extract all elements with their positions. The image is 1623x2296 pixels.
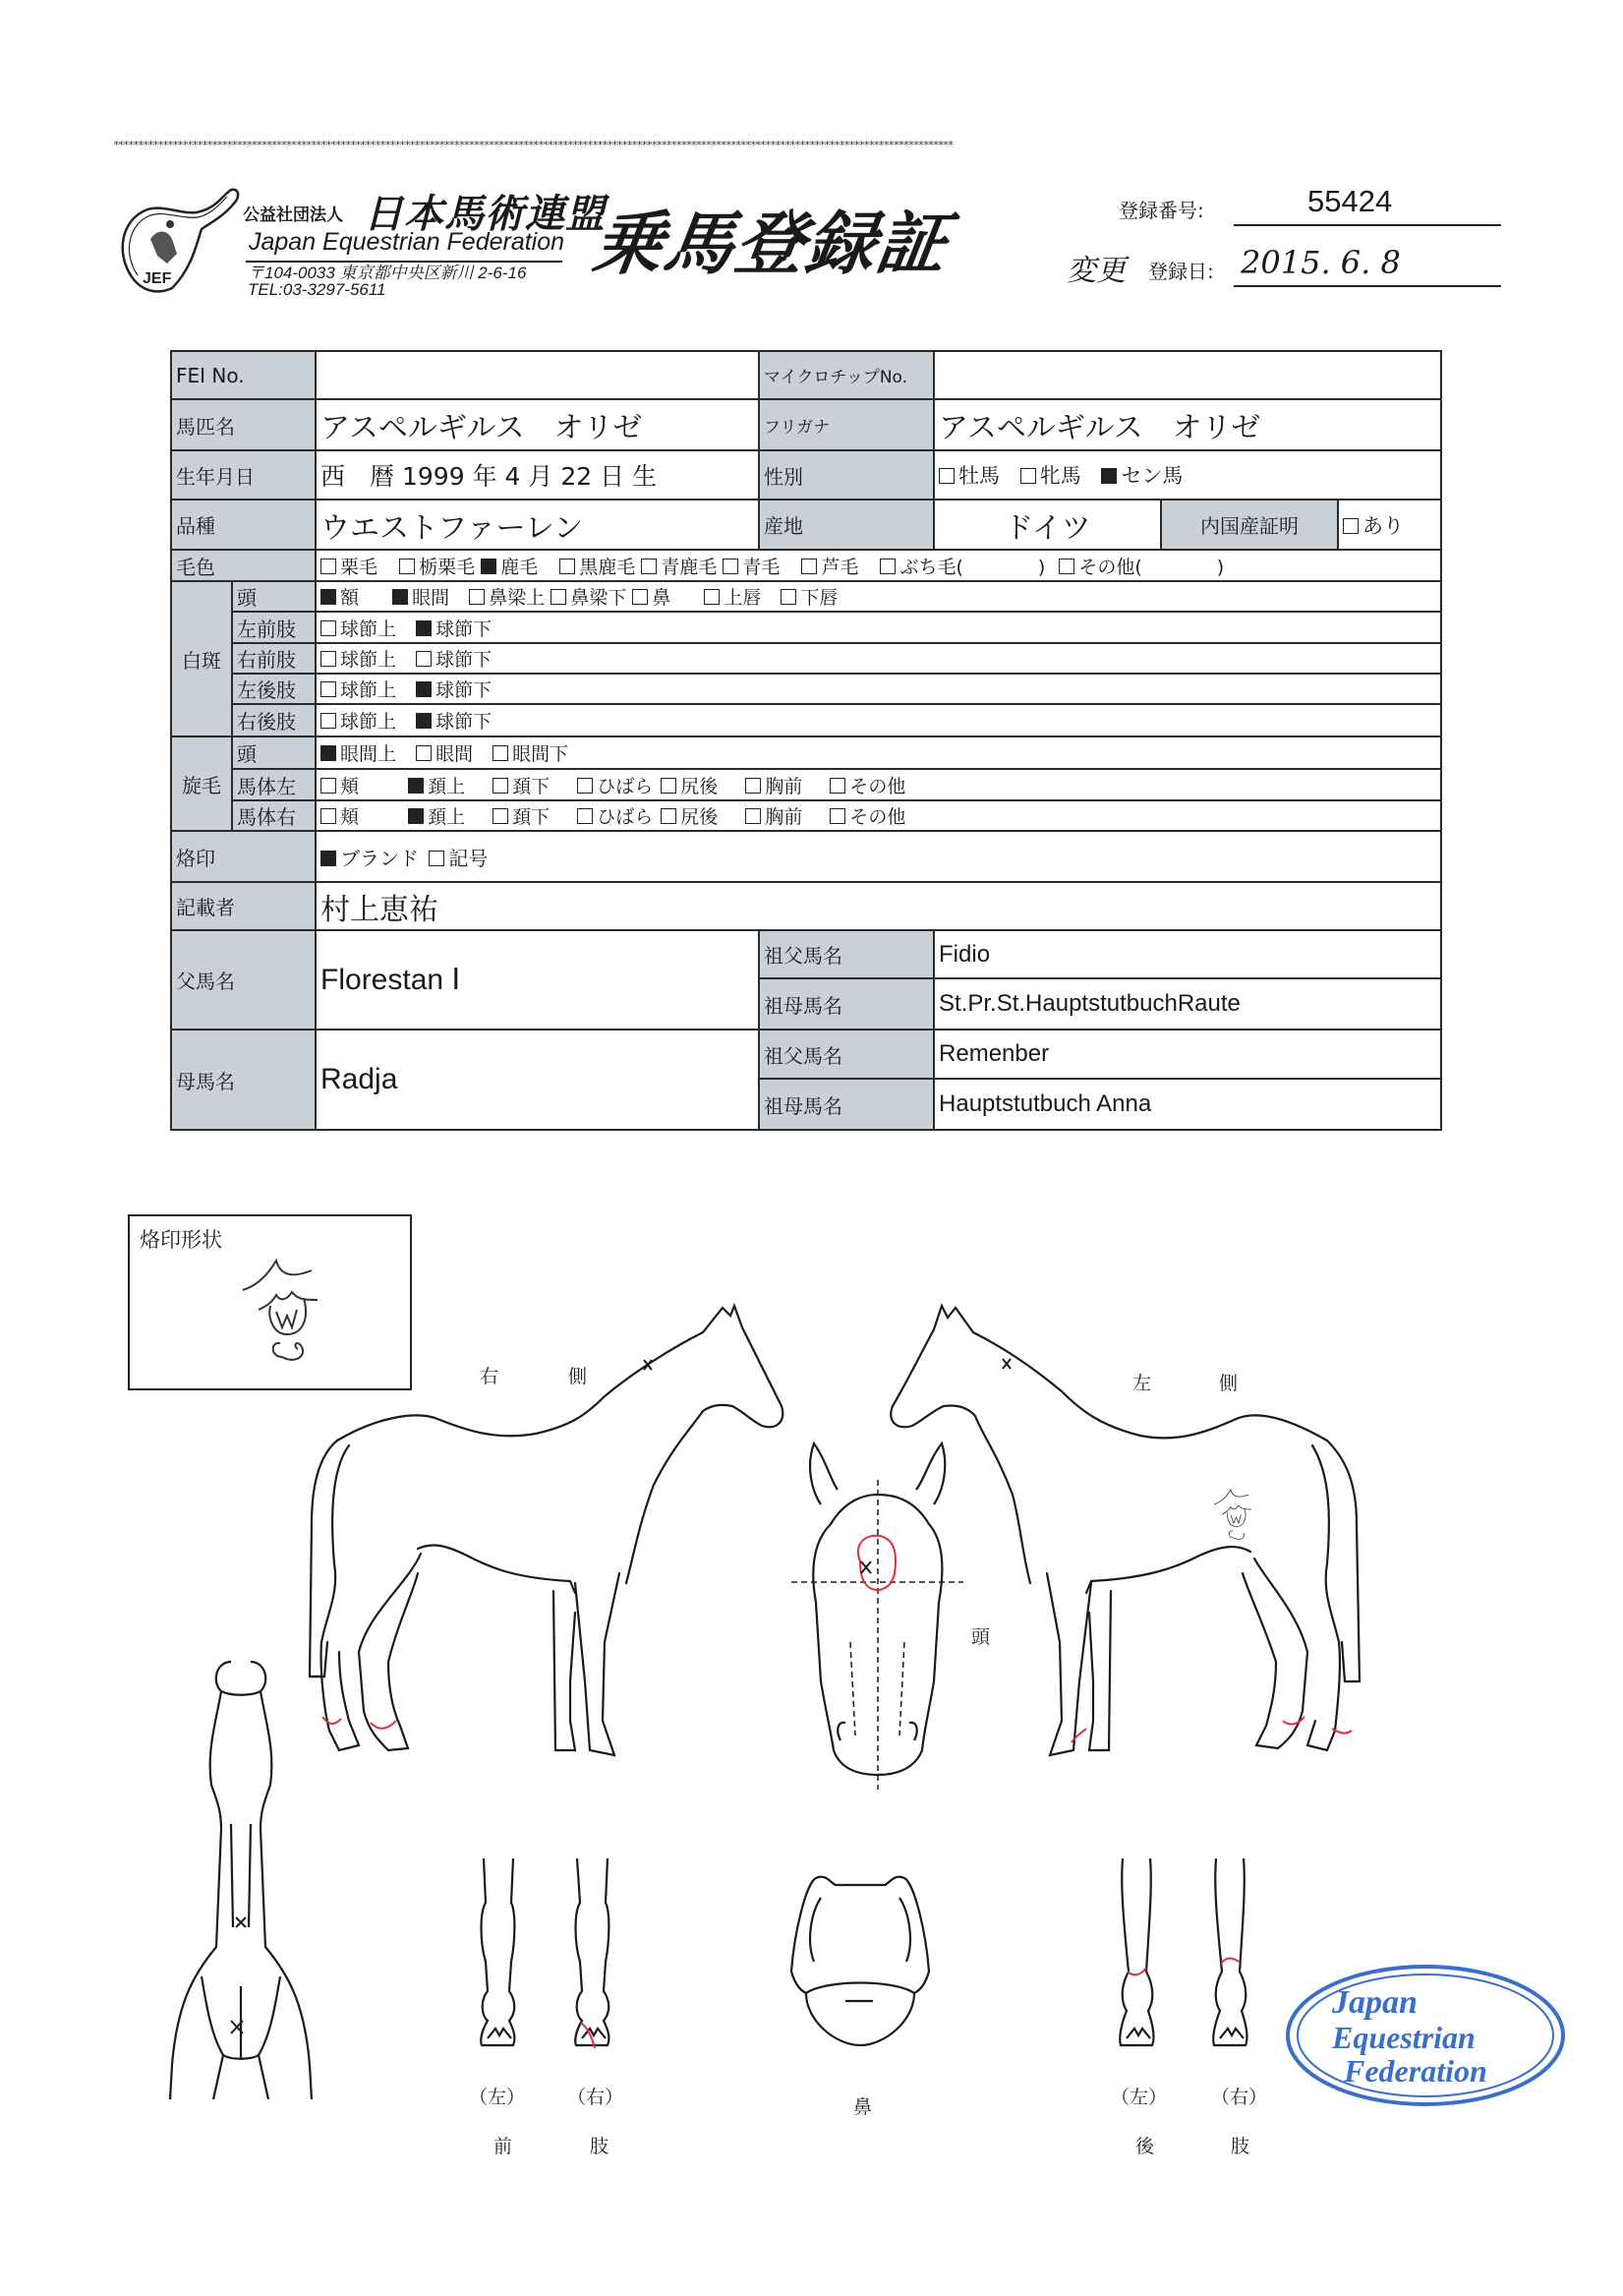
coat-option[interactable]: 青毛	[723, 553, 780, 579]
forelimb-diagram-icon	[472, 1854, 629, 2050]
row-breed-origin	[171, 500, 1441, 550]
whorl-option[interactable]: 頬	[320, 772, 359, 798]
checkbox[interactable]	[745, 778, 761, 794]
checkbox[interactable]	[320, 713, 336, 729]
marking-option[interactable]: 球節下	[416, 676, 492, 702]
checkbox-checked[interactable]	[408, 778, 424, 794]
birth-month: 4	[504, 462, 521, 491]
whorl-option[interactable]: 頚上	[408, 802, 465, 829]
marking-option[interactable]: 上唇	[704, 583, 761, 610]
whorls-label: 旋毛	[171, 736, 232, 831]
fei-label: FEI No.	[171, 351, 316, 399]
dam-grandsire-value: Remenber	[934, 1030, 1441, 1079]
checkbox[interactable]	[704, 589, 720, 605]
whorl-option[interactable]: 尻後	[661, 802, 718, 829]
checkbox[interactable]	[1059, 559, 1074, 574]
coat-option[interactable]: 栗毛	[320, 553, 377, 579]
checkbox-checked[interactable]	[416, 681, 432, 697]
white-marking-sublabel: 右前肢	[232, 643, 316, 674]
row-coat-color	[171, 550, 1441, 581]
whorl-option[interactable]: ひばら	[577, 772, 653, 798]
jef-logo-icon	[113, 185, 241, 298]
marking-option[interactable]: 鼻	[632, 583, 670, 610]
org-tel: TEL:03-3297-5611	[248, 280, 386, 299]
marking-option[interactable]: 球節下	[416, 615, 492, 641]
row-horse-name	[171, 399, 1441, 450]
whorl-sublabel: 馬体右	[232, 800, 316, 831]
microchip-label: マイクロチップNo.	[759, 351, 934, 399]
registration-date-label: 登録日:	[1148, 260, 1214, 283]
marking-option[interactable]: 球節上	[320, 676, 396, 702]
domestic-cert-option[interactable]: あり	[1338, 500, 1441, 550]
hindlimb-caption-2: 肢	[1231, 2136, 1250, 2157]
white-marking-row-right-hind	[171, 704, 1441, 736]
whorl-option[interactable]: その他	[830, 802, 905, 829]
checkbox[interactable]	[469, 589, 485, 605]
checkbox[interactable]	[830, 808, 845, 824]
breed-label: 品種	[171, 500, 316, 550]
white-marking-sublabel: 左前肢	[232, 612, 316, 643]
checkbox[interactable]	[939, 468, 955, 484]
checkbox[interactable]	[551, 589, 566, 605]
whorl-row-body-left	[171, 769, 1441, 800]
org-prefix: 公益社団法人	[243, 206, 343, 225]
checkbox[interactable]	[745, 808, 761, 824]
origin-label: 産地	[759, 500, 934, 550]
sire-granddam-label: 祖母馬名	[759, 978, 934, 1030]
svg-text:Equestrian: Equestrian	[1332, 2020, 1476, 2055]
sex-options	[934, 450, 1441, 500]
checkbox[interactable]	[493, 778, 508, 794]
whorl-option[interactable]: 頚下	[493, 772, 550, 798]
whorl-option[interactable]: 眼間下	[493, 739, 568, 766]
registration-number: 55424	[1307, 184, 1393, 218]
whorl-row-body-right	[171, 800, 1441, 831]
white-marking-sublabel: 左後肢	[232, 674, 316, 704]
coat-option[interactable]: 黒鹿毛	[559, 553, 635, 579]
brand-option-brand[interactable]: ブランド	[320, 843, 419, 871]
checkbox[interactable]	[416, 651, 432, 667]
dam-label: 母馬名	[171, 1030, 316, 1130]
right-side-label-2: 側	[568, 1366, 588, 1387]
row-recorder	[171, 882, 1441, 930]
domestic-cert-label: 内国産証明	[1161, 500, 1338, 550]
checkbox[interactable]	[416, 745, 432, 761]
birth-date-label: 生年月日	[171, 450, 316, 500]
sire-value: Florestan Ⅰ	[316, 930, 759, 1030]
registration-number-underline	[1234, 224, 1501, 226]
birth-day: 22	[560, 462, 593, 491]
whorl-sublabel: 馬体左	[232, 769, 316, 800]
coat-option[interactable]: ぶち毛( )	[880, 553, 1045, 579]
whorl-option[interactable]: 眼間上	[320, 739, 396, 766]
coat-color-label: 毛色	[171, 550, 316, 581]
whorl-option[interactable]: 尻後	[661, 772, 718, 798]
white-marking-row-head	[171, 581, 1441, 612]
birth-year: 1999	[401, 462, 465, 491]
birth-suffix: 生	[632, 462, 658, 491]
whorl-option[interactable]: ひばら	[577, 802, 653, 829]
furigana-label: フリガナ	[759, 399, 934, 450]
document-title: 乗馬登録証	[588, 204, 954, 284]
checkbox[interactable]	[320, 559, 336, 574]
checkbox-checked[interactable]	[408, 808, 424, 824]
birth-day-unit: 日	[600, 462, 625, 491]
horse-name-label: 馬匹名	[171, 399, 316, 450]
row-brand	[171, 831, 1441, 882]
marking-option[interactable]: 球節上	[320, 645, 396, 672]
head-label: 頭	[971, 1626, 991, 1648]
sire-label: 父馬名	[171, 930, 316, 1030]
row-birth-sex	[171, 450, 1441, 500]
checkbox[interactable]	[320, 778, 336, 794]
marking-option[interactable]: 球節上	[320, 707, 396, 734]
checkbox[interactable]	[830, 778, 845, 794]
whorl-row-head	[171, 736, 1441, 769]
sex-label: 性別	[759, 450, 934, 500]
checkbox[interactable]	[781, 589, 796, 605]
coat-option[interactable]: 青鹿毛	[641, 553, 717, 579]
checkbox[interactable]	[320, 620, 336, 636]
marking-option[interactable]: 球節下	[416, 645, 492, 672]
checkbox[interactable]	[320, 808, 336, 824]
left-side-label-2: 側	[1219, 1373, 1239, 1394]
forelimb-right-label: （右）	[567, 2087, 624, 2108]
sire-granddam-value: St.Pr.St.HauptstutbuchRaute	[934, 978, 1441, 1030]
right-side-label-1: 右	[480, 1366, 499, 1387]
forelimb-left-label: （左）	[469, 2087, 526, 2108]
hindlimb-left-label: （左）	[1111, 2087, 1168, 2108]
sex-option-gelding[interactable]: セン馬	[1101, 460, 1183, 490]
whorl-option[interactable]: 胸前	[745, 772, 802, 798]
dam-grandsire-label: 祖父馬名	[759, 1030, 934, 1079]
checkbox[interactable]	[577, 808, 593, 824]
marking-option[interactable]: 額	[320, 583, 359, 610]
whorl-option[interactable]: 胸前	[745, 802, 802, 829]
white-marking-row-left-hind	[171, 674, 1441, 704]
brand-shape-label: 烙印形状	[140, 1228, 222, 1252]
svg-text:JEF: JEF	[143, 270, 172, 287]
checkbox[interactable]	[661, 778, 676, 794]
marking-option[interactable]: 眼間	[392, 583, 449, 610]
checkbox[interactable]	[429, 851, 444, 866]
sex-option-stallion[interactable]: 牡馬	[939, 460, 1000, 490]
checkbox[interactable]	[723, 559, 738, 574]
whorl-option[interactable]: 頚下	[493, 802, 550, 829]
brand-label: 烙印	[171, 831, 316, 882]
checkbox-checked[interactable]	[320, 589, 336, 605]
recorder-value: 村上恵祐	[316, 882, 1441, 930]
checkbox[interactable]	[493, 745, 508, 761]
svg-text:Federation: Federation	[1344, 2053, 1487, 2089]
registration-date-underline	[1234, 285, 1501, 287]
marking-option[interactable]: 球節下	[416, 707, 492, 734]
registration-form-table	[170, 350, 1442, 1131]
sire-grandsire-value: Fidio	[934, 930, 1441, 978]
birth-year-unit: 年	[472, 462, 497, 491]
row-sire-top	[171, 930, 1441, 978]
org-name-en: Japan Equestrian Federation	[249, 228, 565, 256]
white-marking-row-right-fore	[171, 643, 1441, 674]
dam-granddam-value: Hauptstutbuch Anna	[934, 1079, 1441, 1130]
checkbox[interactable]	[661, 808, 676, 824]
checkbox[interactable]	[577, 778, 593, 794]
horse-top-view-diagram-icon	[162, 1652, 329, 2124]
row-dam-top	[171, 1030, 1441, 1079]
header-divider: **************************************************************************************************************************************************************************	[113, 139, 953, 151]
marking-option[interactable]: 球節上	[320, 615, 396, 641]
row-fei	[171, 351, 1441, 399]
checkbox[interactable]	[320, 681, 336, 697]
marking-option[interactable]: 鼻梁上	[469, 583, 545, 610]
nose-label: 鼻	[853, 2096, 873, 2118]
whorl-sublabel: 頭	[232, 736, 316, 769]
left-side-label-1: 左	[1132, 1373, 1152, 1394]
checkbox[interactable]	[493, 808, 508, 824]
checkbox-checked[interactable]	[1101, 468, 1117, 484]
checkbox-checked[interactable]	[416, 713, 432, 729]
sex-option-mare[interactable]: 牝馬	[1020, 460, 1081, 490]
coat-option[interactable]: 芦毛	[801, 553, 858, 579]
checkbox[interactable]	[1020, 468, 1036, 484]
white-marking-row-left-fore	[171, 612, 1441, 643]
forelimb-caption-1: 前	[493, 2136, 513, 2157]
hindlimb-caption-1: 後	[1135, 2136, 1155, 2157]
microchip-value	[934, 351, 1441, 399]
dam-value: Radja	[316, 1030, 759, 1130]
jef-stamp-icon	[1283, 1962, 1568, 2109]
whorl-option[interactable]: その他	[830, 772, 905, 798]
org-rule	[246, 261, 562, 263]
furigana-value: アスペルギルス オリゼ	[934, 399, 1441, 450]
horse-right-side-diagram-icon	[290, 1288, 811, 1780]
hindlimb-right-label: （右）	[1211, 2087, 1268, 2108]
whorl-option[interactable]: 頬	[320, 802, 359, 829]
marking-option[interactable]: 下唇	[781, 583, 838, 610]
checkbox[interactable]	[399, 559, 415, 574]
whorl-option[interactable]: 眼間	[416, 739, 473, 766]
checkbox-checked[interactable]	[392, 589, 408, 605]
whorl-option[interactable]: 頚上	[408, 772, 465, 798]
nose-diagram-icon	[786, 1873, 934, 2050]
birth-date-value	[316, 450, 759, 500]
horse-head-front-diagram-icon	[777, 1436, 993, 1790]
checkbox-checked[interactable]	[320, 851, 336, 866]
checkbox[interactable]	[641, 559, 657, 574]
registration-date: 2015. 6. 8	[1241, 244, 1401, 281]
birth-month-unit: 月	[528, 462, 553, 491]
white-marking-sublabel: 右後肢	[232, 704, 316, 736]
svg-text:Japan: Japan	[1332, 1984, 1418, 2021]
fei-value	[316, 351, 759, 399]
coat-option[interactable]: 栃栗毛	[399, 553, 475, 579]
checkbox[interactable]	[1343, 518, 1359, 534]
checkbox[interactable]	[801, 559, 817, 574]
checkbox[interactable]	[559, 559, 575, 574]
origin-value: ドイツ	[934, 500, 1161, 550]
checkbox-checked[interactable]	[481, 559, 496, 574]
marking-option[interactable]: 鼻梁下	[551, 583, 626, 610]
coat-option[interactable]: その他( )	[1059, 553, 1224, 579]
dam-granddam-label: 祖母馬名	[759, 1079, 934, 1130]
white-markings-label: 白斑	[171, 581, 232, 736]
birth-era: 西 暦	[320, 462, 395, 491]
brand-option-symbol[interactable]: 記号	[429, 843, 488, 871]
hindlimb-diagram-icon	[1111, 1854, 1268, 2050]
coat-color-options	[316, 550, 1441, 581]
breed-value: ウエストファーレン	[316, 500, 759, 550]
coat-option[interactable]: 鹿毛	[481, 553, 538, 579]
org-address: 〒104-0033 東京都中央区新川 2-6-16	[248, 264, 527, 282]
checkbox[interactable]	[880, 559, 896, 574]
checkbox-checked[interactable]	[416, 620, 432, 636]
change-note: 変更	[1067, 254, 1126, 288]
recorder-label: 記載者	[171, 882, 316, 930]
sire-grandsire-label: 祖父馬名	[759, 930, 934, 978]
forelimb-caption-2: 肢	[590, 2136, 609, 2157]
registration-number-label: 登録番号:	[1119, 199, 1204, 222]
checkbox[interactable]	[320, 651, 336, 667]
checkbox-checked[interactable]	[320, 745, 336, 761]
horse-name-value: アスペルギルス オリゼ	[316, 399, 759, 450]
checkbox[interactable]	[632, 589, 648, 605]
org-name-ja: 日本馬術連盟	[364, 192, 606, 237]
white-marking-sublabel: 頭	[232, 581, 316, 612]
